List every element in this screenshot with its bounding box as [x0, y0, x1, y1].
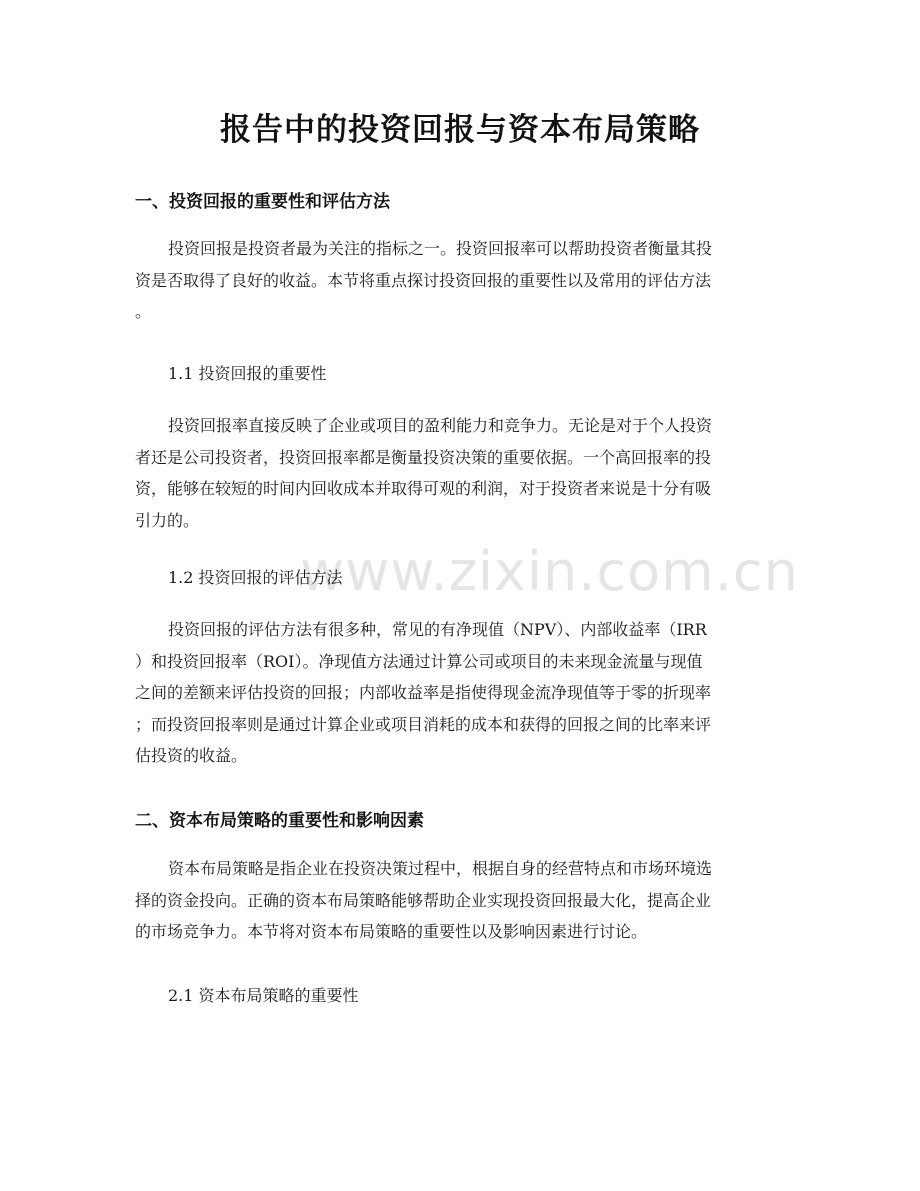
subsection-1-1-body [135, 410, 785, 536]
subsection-1-2-heading: 1.2 投资回报的评估方法 [168, 568, 343, 587]
text-line: 资是否取得了良好的收益。本节将重点探讨投资回报的重要性以及常用的评估方法 [135, 270, 712, 290]
subsection-1-2-body [135, 614, 785, 772]
text-line: 择的资金投向。正确的资本布局策略能够帮助企业实现投资回报最大化，提高企业 [135, 890, 712, 910]
text-line: 者还是公司投资者，投资回报率都是衡量投资决策的重要依据。一个高回报率的投 [135, 447, 712, 467]
section-1-intro [135, 233, 785, 328]
text-line: 资，能够在较短的时间内回收成本并取得可观的利润，对于投资者来说是十分有吸 [135, 479, 712, 498]
text-line: 。 [135, 302, 152, 321]
section-1-heading: 一、投资回报的重要性和评估方法 [135, 192, 390, 212]
section-2-intro [135, 853, 785, 948]
subsection-1-1-heading: 1.1 投资回报的重要性 [168, 364, 327, 383]
text-line: ）和投资回报率（ROI）。净现值方法通过计算公司或项目的未来现金流量与现值 [135, 651, 703, 671]
text-line: 资本布局策略是指企业在投资决策过程中，根据自身的经营特点和市场环境选 [168, 859, 713, 878]
section-2-heading: 二、资本布局策略的重要性和影响因素 [135, 811, 424, 831]
text-line: 投资回报是投资者最为关注的指标之一。投资回报率可以帮助投资者衡量其投 [168, 239, 713, 258]
subsection-2-1-heading: 2.1 资本布局策略的重要性 [168, 986, 359, 1005]
watermark: www.zixin.com.cn [300, 540, 799, 603]
text-line: 投资回报的评估方法有很多种，常见的有净现值（NPV）、内部收益率（IRR [168, 620, 707, 639]
document-title: 报告中的投资回报与资本布局策略 [220, 112, 700, 148]
text-line: ；而投资回报率则是通过计算企业或项目消耗的成本和获得的回报之间的比率来评 [135, 714, 712, 734]
text-line: 引力的。 [135, 510, 200, 530]
text-line: 投资回报率直接反映了企业或项目的盈利能力和竞争力。无论是对于个人投资 [168, 416, 713, 435]
text-line: 的市场竞争力。本节将对资本布局策略的重要性以及影响因素进行讨论。 [135, 922, 648, 941]
text-line: 之间的差额来评估投资的回报；内部收益率是指使得现金流净现值等于零的折现率 [135, 683, 712, 702]
text-line: 估投资的收益。 [135, 746, 248, 765]
